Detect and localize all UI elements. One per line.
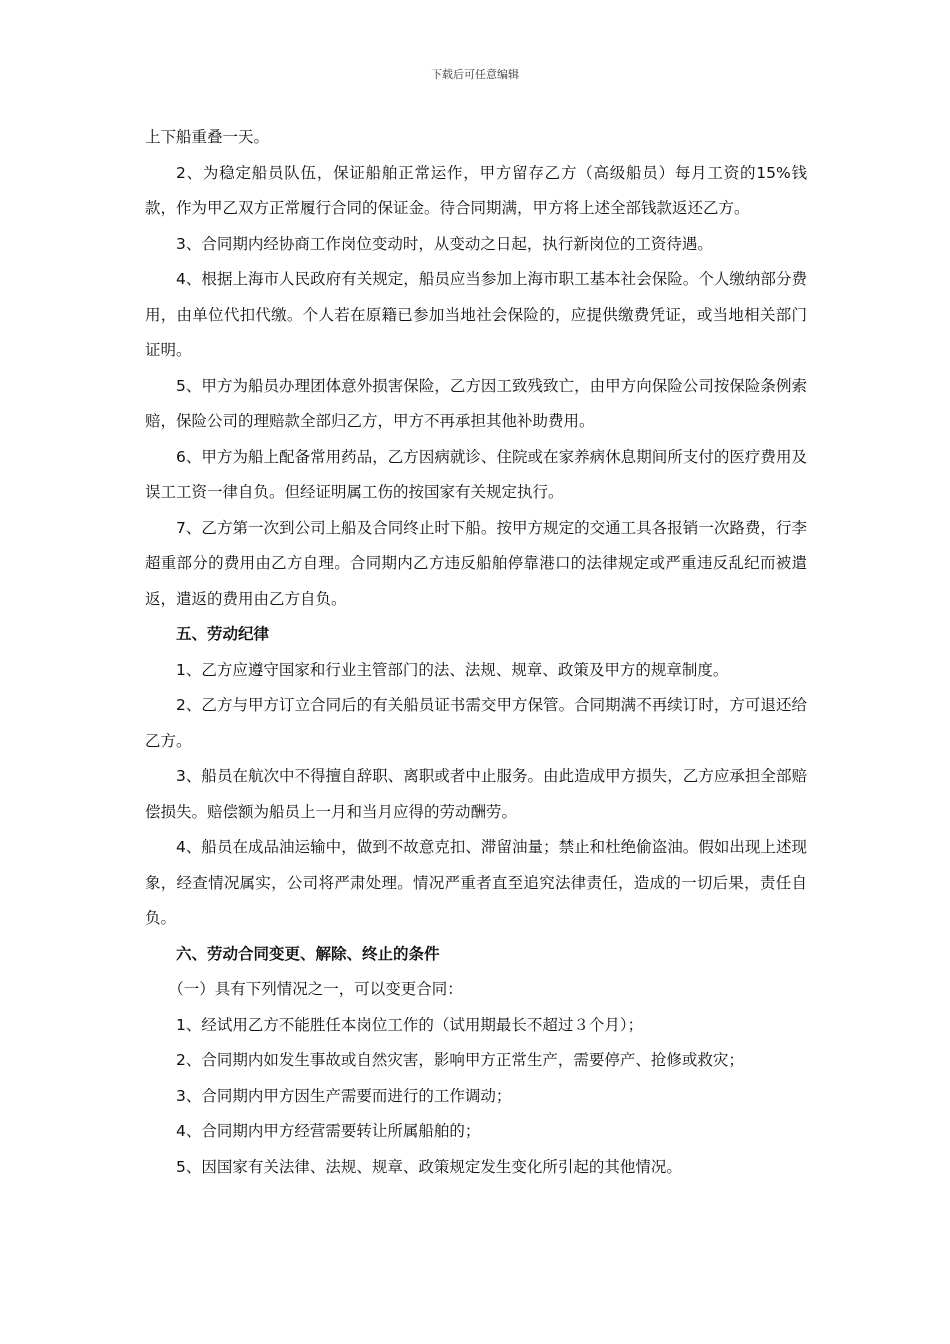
section-heading: 五、劳动纪律 [176, 625, 270, 643]
paragraph: 6、甲方为船上配备常用药品，乙方因病就诊、住院或在家养病休息期间所支付的医疗费用及误工工资一律自负。但经证明属工伤的按国家有关规定执行。 [145, 447, 807, 501]
paragraph: 4、根据上海市人民政府有关规定，船员应当参加上海市职工基本社会保险。个人缴纳部分费用，由单位代扣代缴。个人若在原籍已参加当地社会保险的，应提供缴费凭证，或当地相关部门证明。 [145, 270, 807, 359]
paragraph: 3、船员在航次中不得擅自辞职、离职或者中止服务。由此造成甲方损失，乙方应承担全部赔偿损失。赔偿额为船员上一月和当月应得的劳动酬劳。 [145, 767, 807, 821]
list-item: 1、经试用乙方不能胜任本岗位工作的（试用期最长不超过３个月）； [176, 1015, 644, 1034]
list-item: 3、合同期内甲方因生产需要而进行的工作调动； [176, 1086, 512, 1105]
section-heading: 六、劳动合同变更、解除、终止的条件 [176, 944, 440, 963]
paragraph: 5、甲方为船员办理团体意外损害保险，乙方因工致残致亡，由甲方向保险公司按保险条例索赔，保险公司的理赔款全部归乙方，甲方不再承担其他补助费用。 [145, 376, 807, 430]
paragraph: 7、乙方第一次到公司上船及合同终止时下船。按甲方规定的交通工具各报销一次路费，行李超重部分的费用由乙方自理。合同期内乙方违反船舶停靠港口的法律规定或严重违反乱纪而被遣返，遣返的费用由乙方自负。 [145, 518, 807, 608]
paragraph: 1、乙方应遵守国家和行业主管部门的法、法规、规章、政策及甲方的规章制度。 [176, 660, 729, 679]
paragraph: 3、合同期内经协商工作岗位变动时，从变动之日起，执行新岗位的工资待遇。 [176, 234, 713, 253]
page-header: 下载后可任意编辑 [431, 68, 519, 81]
paragraph: 2、乙方与甲方订立合同后的有关船员证书需交甲方保管。合同期满不再续订时，方可退还给乙方。 [145, 696, 807, 750]
list-item: 5、因国家有关法律、法规、规章、政策规定发生变化所引起的其他情况。 [176, 1157, 682, 1176]
paragraph: 上下船重叠一天。 [145, 128, 270, 146]
document-body [145, 120, 807, 1185]
subsection-heading: （一）具有下列情况之一，可以变更合同： [168, 980, 463, 998]
paragraph: 2、为稳定船员队伍，保证船舶正常运作，甲方留存乙方（高级船员）每月工资的15%钱款，作为甲乙双方正常履行合同的保证金。待合同期满，甲方将上述全部钱款返还乙方。 [145, 163, 807, 217]
list-item: 4、合同期内甲方经营需要转让所属船舶的； [176, 1122, 481, 1140]
list-item: 2、合同期内如发生事故或自然灾害，影响甲方正常生产，需要停产、抢修或救灾； [176, 1051, 744, 1069]
paragraph: 4、船员在成品油运输中，做到不故意克扣、滞留油量；禁止和杜绝偷盗油。假如出现上述现象，经查情况属实，公司将严肃处理。情况严重者直至追究法律责任，造成的一切后果，责任自负。 [145, 838, 807, 927]
